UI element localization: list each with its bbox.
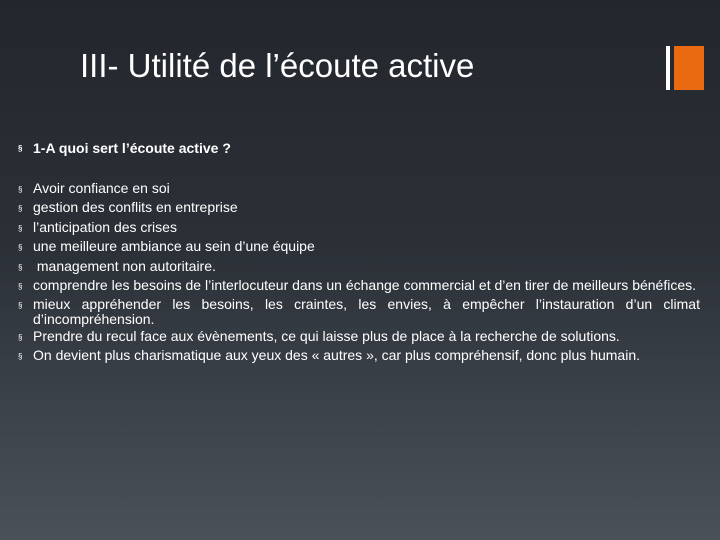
list-item xyxy=(18,278,700,295)
list-item xyxy=(18,329,700,346)
bullet-list xyxy=(18,181,700,368)
list-item xyxy=(18,200,700,217)
bullet-icon: § xyxy=(18,281,23,291)
section-heading-text: 1-A quoi sert l’écoute active ? xyxy=(33,140,231,156)
list-item xyxy=(18,259,700,276)
list-item-text: management non autoritaire. xyxy=(33,257,216,274)
bullet-icon: § xyxy=(18,144,23,153)
list-item-text: On devient plus charismatique aux yeux des « autres », car plus compréhensif, donc plus humain. xyxy=(33,347,640,364)
list-item-text: mieux appréhender les besoins, les craintes, les envies, à empêcher l’instauration d’un climat d’incompréhension. xyxy=(33,296,700,327)
bullet-icon: § xyxy=(18,204,23,214)
slide-title: III- Utilité de l’écoute active xyxy=(80,47,475,84)
list-item xyxy=(18,181,700,198)
list-item xyxy=(18,239,700,256)
list-item-text: gestion des conflits en entreprise xyxy=(33,199,238,216)
title-accent-orange-bar xyxy=(674,46,704,90)
list-item xyxy=(18,297,700,326)
list-item-text: Avoir confiance en soi xyxy=(33,180,170,196)
bullet-icon: § xyxy=(18,223,23,233)
bullet-icon: § xyxy=(18,243,23,253)
title-accent-thin-bar xyxy=(666,46,670,90)
list-item-text: Prendre du recul face aux évènements, ce qui laisse plus de place à la recherche de solutions. xyxy=(33,327,620,344)
bullet-icon: § xyxy=(18,352,23,362)
list-item-text: comprendre les besoins de l’interlocuteur dans un échange commercial et d’en tirer de meilleurs bénéfices. xyxy=(33,276,697,293)
bullet-icon: § xyxy=(18,301,23,311)
list-item-text: une meilleure ambiance au sein d’une équipe xyxy=(33,238,315,255)
section-heading xyxy=(18,140,700,157)
bullet-icon: § xyxy=(18,185,23,194)
list-item xyxy=(18,348,700,365)
bullet-icon: § xyxy=(18,332,23,342)
list-item xyxy=(18,220,700,237)
list-item-text: l’anticipation des crises xyxy=(33,218,177,235)
bullet-icon: § xyxy=(18,262,23,272)
